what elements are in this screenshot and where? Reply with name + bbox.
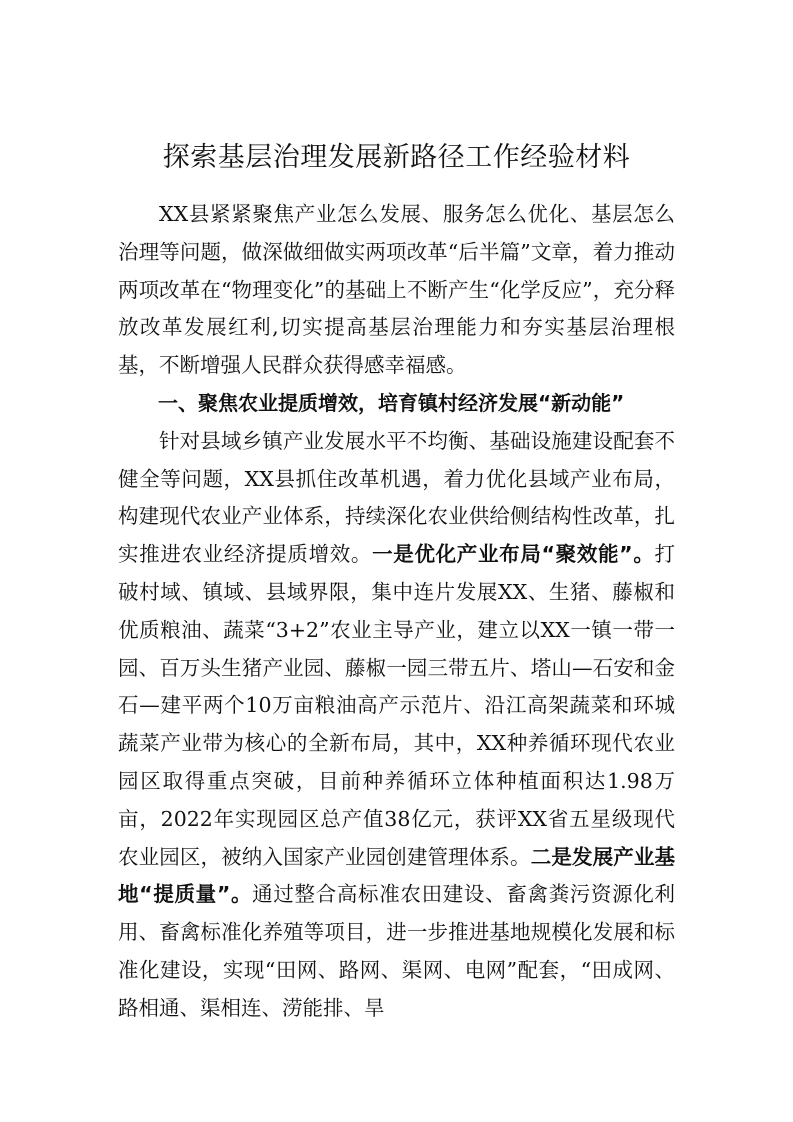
point-two-text: 通过整合高标准农田建设、畜禽粪污资源化利用、畜禽标准化养殖等项目，进一步推进基地规模化发展和标准化建设，实现“田网、路网、渠网、电网”配套，“田成网、路相通、渠相连、涝能排、旱 [118,882,675,1020]
document-title: 探索基层治理发展新路径工作经验材料 [162,142,631,173]
section-body-paragraph [118,423,675,1028]
intro-paragraph: XX县紧紧聚焦产业怎么发展、服务怎么优化、基层怎么治理等问题，做深做细做实两项改革“后半篇”文章，着力推动两项改革在“物理变化”的基础上不断产生“化学反应”，充分释放改革发展红利,切实提高基层治理能力和夯实基层治理根基，不断增强人民群众获得感幸福感。 [118,202,675,378]
point-one-text: 打破村域、镇域、县域界限，集中连片发展XX、生猪、藤椒和优质粮油、蔬菜“3+2”农业主导产业，建立以XX一镇一带一园、百万头生猪产业园、藤椒一园三带五片、塔山—石安和金石—建平两个10万亩粮油高产示范片、沿江高架蔬菜和环城蔬菜产业带为核心的全新布局，其中，XX种养循环现代农业园区取得重点突破，目前种养循环立体种植面积达1.98万亩，2022年实现园区总产值38亿元，获评XX省五星级现代农业园区，被纳入国家产业园创建管理体系。 [118,542,676,869]
point-one-label: 一是优化产业布局“聚效能”。 [372,542,655,567]
point-two-label: 二是发展产业基地“提质量”。 [118,844,676,907]
section-lead-text: 针对县域乡镇产业发展水平不均衡、基础设施建设配套不健全等问题，XX县抓住改革机遇，着力优化县域产业布局，构建现代农业产业体系，持续深化农业供给侧结构性改革，扎实推进农业经济提质增效。 [118,428,675,567]
section-heading: 一、聚焦农业提质增效，培育镇村经济发展“新动能” [158,390,625,415]
